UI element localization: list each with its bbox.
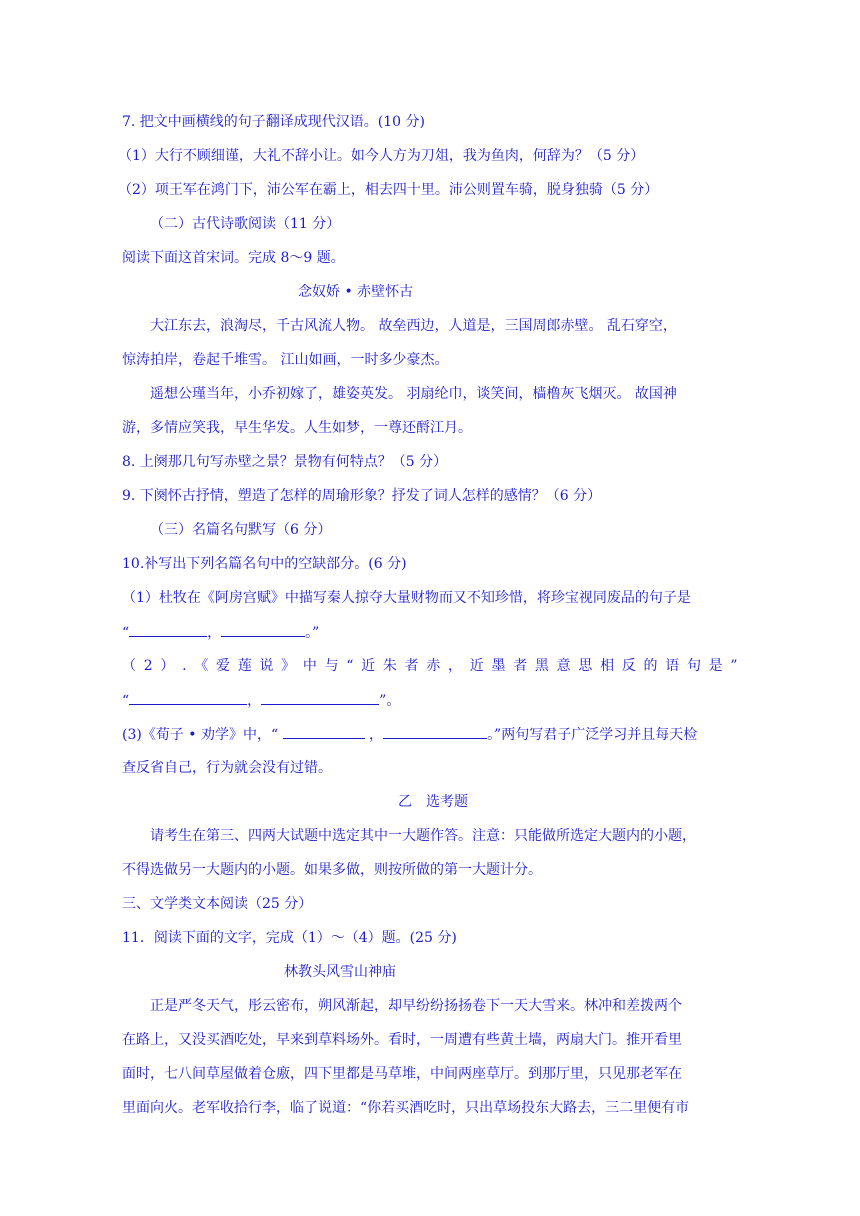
story-line-3: 面时，七八间草屋做着仓廒，四下里都是马草堆，中间两座草厅。到那厅里，只见那老军在 xyxy=(122,1066,682,1082)
poem-stanza-2-line-1: 遥想公瑾当年，小乔初嫁了，雄姿英发。 羽扇纶巾，谈笑间，樯橹灰飞烟灭。 故国神 xyxy=(150,386,677,402)
section-famous-lines-heading: （三）名篇名句默写（6 分） xyxy=(150,522,332,538)
section-poetry-heading: （二）古代诗歌阅读（11 分） xyxy=(150,216,341,232)
answer-blank[interactable] xyxy=(261,690,379,705)
story-line-2: 在路上，又没买酒吃处，早来到草料场外。看时，一周遭有些黄土墙，两扇大门。推开看里 xyxy=(122,1032,682,1048)
question-10-item-1-blanks xyxy=(122,622,319,643)
comma: ， xyxy=(207,625,222,641)
question-7-item-2: （2）项王军在鸿门下，沛公军在霸上，相去四十里。沛公则置车骑，脱身独骑（5 分） xyxy=(118,182,659,198)
question-7-title: 7. 把文中画横线的句子翻译成现代汉语。(10 分) xyxy=(122,114,425,130)
item-2-char: 反 xyxy=(621,658,636,674)
item-2-char: 朱 xyxy=(382,658,397,674)
item-2-char: 》 xyxy=(281,658,296,674)
comma: ， xyxy=(247,693,262,709)
close-quote: ”。 xyxy=(379,693,401,709)
question-10-item-1: （1）杜牧在《阿房宫赋》中描写秦人掠夺大量财物而又不知珍惜，将珍宝视同废品的句子是 xyxy=(122,590,691,606)
item-2-char: 意 xyxy=(556,658,571,674)
item-2-char: 语 xyxy=(665,658,680,674)
story-title: 林教头风雪山神庙 xyxy=(284,964,396,980)
item-2-char: 句 xyxy=(686,658,701,674)
item-2-char: 与 xyxy=(324,658,339,674)
answer-blank[interactable] xyxy=(129,690,247,705)
open-quote: “ xyxy=(122,625,130,641)
item-2-char: 者 xyxy=(513,658,528,674)
item-2-char: 赤 xyxy=(426,658,441,674)
story-line-1: 正是严冬天气，彤云密布，朔风渐起，却早纷纷扬扬卷下一天大雪来。林冲和差拨两个 xyxy=(150,998,682,1014)
answer-blank[interactable] xyxy=(129,622,207,637)
story-line-4: 里面向火。老军收拾行李，临了说道：“你若买酒吃时，只出草场投东大路去，三二里便有市 xyxy=(122,1100,690,1116)
item-2-char: ） xyxy=(160,658,175,674)
item-2-char: 黑 xyxy=(534,658,549,674)
question-7-item-1: （1）大行不顾细谨，大礼不辞小让。如今人方为刀俎，我为鱼肉，何辞为？（5 分） xyxy=(118,148,645,164)
question-10-item-2-blanks xyxy=(122,690,400,711)
section-literary-heading: 三、文学类文本阅读（25 分） xyxy=(122,896,313,912)
item-2-char: 者 xyxy=(404,658,419,674)
question-10-item-2 xyxy=(122,656,738,676)
item-2-char: 近 xyxy=(361,658,376,674)
item-2-char: 相 xyxy=(600,658,615,674)
answer-blank[interactable] xyxy=(283,724,365,739)
item-2-char: 《 xyxy=(194,658,209,674)
item-2-char: 是 xyxy=(708,658,723,674)
question-11: 11．阅读下面的文字，完成（1）～（4）题。(25 分) xyxy=(122,930,457,946)
item-2-char: 近 xyxy=(469,658,484,674)
poem-stanza-1-line-2: 惊涛拍岸，卷起千堆雪。 江山如画，一时多少豪杰。 xyxy=(122,352,449,368)
optional-instructions-line-1: 请考生在第三、四两大试题中选定其中一大题作答。注意：只能做所选定大题内的小题， xyxy=(150,828,696,844)
answer-blank[interactable] xyxy=(221,622,305,637)
item-2-char: 墨 xyxy=(491,658,506,674)
item-2-char: . xyxy=(182,658,187,674)
item-2-char: （ xyxy=(122,658,136,674)
optional-section-heading: 乙 选考题 xyxy=(398,794,468,810)
item-3-prefix: (3)《荀子 • 劝学》中，“ xyxy=(122,727,283,743)
question-10-item-3 xyxy=(122,724,697,745)
item-3-suffix: 。”两句写君子广泛学习并且每天检 xyxy=(487,727,698,743)
item-2-char: 中 xyxy=(302,658,317,674)
poem-title: 念奴娇 • 赤壁怀古 xyxy=(298,284,414,300)
item-2-char: ， xyxy=(448,658,463,674)
item-2-char: 思 xyxy=(578,658,593,674)
item-2-char: ” xyxy=(730,658,738,674)
item-2-char: 说 xyxy=(259,658,274,674)
comma: ， xyxy=(364,727,384,743)
item-2-char: 爱 xyxy=(215,658,230,674)
poetry-intro: 阅读下面这首宋词。完成 8～9 题。 xyxy=(122,250,345,266)
question-9: 9. 下阕怀古抒情，塑造了怎样的周瑜形象？抒发了词人怎样的感情？（6 分） xyxy=(122,488,602,504)
question-10: 10.补写出下列名篇名句中的空缺部分。(6 分) xyxy=(122,556,407,572)
item-2-char: “ xyxy=(346,658,354,674)
item-2-char: 的 xyxy=(643,658,658,674)
answer-blank[interactable] xyxy=(383,724,487,739)
question-8: 8. 上阕那几句写赤壁之景？景物有何特点？（5 分） xyxy=(122,454,448,470)
optional-instructions-line-2: 不得选做另一大题内的小题。如果多做，则按所做的第一大题计分。 xyxy=(122,862,542,878)
close-quote: 。” xyxy=(305,625,320,641)
poem-stanza-1-line-1: 大江东去，浪淘尽，千古风流人物。 故垒西边，人道是，三国周郎赤壁。 乱石穿空， xyxy=(150,318,677,334)
open-quote: “ xyxy=(122,693,130,709)
question-10-item-3-line-2: 查反省自己，行为就会没有过错。 xyxy=(122,760,332,776)
item-2-char: 2 xyxy=(143,658,153,674)
item-2-char: 莲 xyxy=(237,658,252,674)
poem-stanza-2-line-2: 游，多情应笑我，早生华发。人生如梦，一尊还酹江月。 xyxy=(122,420,472,436)
